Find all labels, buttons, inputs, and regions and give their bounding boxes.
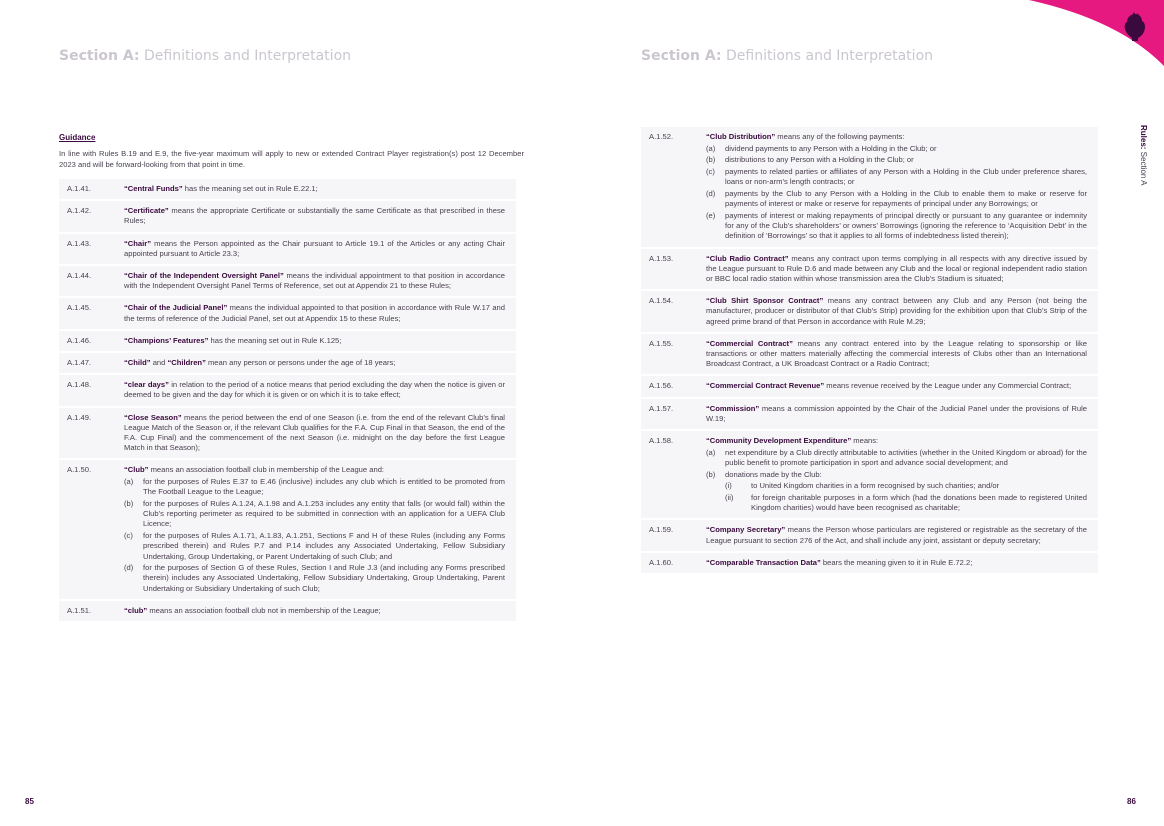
left-definitions-list (59, 179, 516, 623)
definition-lead (706, 404, 1087, 424)
definition-row (641, 249, 1098, 292)
definition-number: A.1.47. (67, 358, 92, 368)
definition-lead (124, 206, 505, 226)
guidance-box (59, 133, 524, 170)
sub-clause-text: for the purposes of Rules A.1.71, A.1.83, A.1.251, Sections F and H of these Rules (including any Forms prescribed therein) and Rules P.7 and P.14 includes any Associated Undertaking, Fellow Subsidiary Undertaking, Group Undertaking, or Parent Undertaking of such Club; and (143, 531, 505, 561)
left-section-title-bold: Section A: (59, 48, 140, 64)
definition-text: means the period between the end of one Season (i.e. from the end of the relevant Club’s final League Match of the Season or, if the relevant Club qualifies for the F.A. Cup Final in that Season, the end of the F.A. Cup Final) and the commencement of the next Season (i.e. midnight on the day before the first League Match in that Season); (124, 412, 505, 453)
right-page (582, 0, 1164, 826)
definition-term: “Children” (167, 358, 206, 368)
definition-number: A.1.58. (649, 435, 674, 445)
definition-text: bears the meaning given to it in Rule E.72.2; (820, 557, 973, 567)
definition-row (59, 266, 516, 298)
definition-body (706, 404, 1087, 424)
definition-term: “Certificate” (124, 206, 169, 216)
definition-lead (706, 132, 1087, 142)
definition-row (641, 127, 1098, 249)
definition-text: and (150, 358, 168, 368)
definition-term: “Central Funds” (124, 184, 183, 193)
sub-clause-text: donations made by the Club: (725, 469, 822, 479)
definition-body (706, 132, 1087, 242)
definition-row (641, 520, 1098, 552)
sub-clause (706, 470, 1087, 480)
guidance-title: Guidance (59, 133, 96, 142)
sub-clause-text: for the purposes of Section G of these Rules, Section I and Rule J.3 (and including any Forms prescribed therein) includes any Associated Undertaking, Fellow Subsidiary Undertaking, Group Undertaking, Parent Undertaking or Subsidiary Undertaking of such Club; (143, 563, 505, 593)
sub-clause-label: (d) (706, 189, 716, 199)
sub-clause-text: payments by the Club to any Person with a Holding in the Club to enable them to make or reserve for payments of interest or make or reserve for repayments of principal under any Borrowings; or (725, 189, 1087, 209)
definition-term: “Club” (124, 465, 149, 475)
left-section-title (59, 48, 351, 64)
definition-text: means any contract entered into by the League relating to sponsorship or like transactions or other matters materially affecting the commercial interests of Clubs other than an International Broadcast Contract, a UK Broadcast Contract or a Radio Contract; (706, 338, 1087, 369)
definition-body (706, 558, 1087, 568)
right-section-title (641, 48, 933, 64)
sub-clause-text: for the purposes of Rules E.37 to E.46 (inclusive) includes any club which is entitled to be promoted from The Football League to the League; (143, 477, 505, 497)
definition-body (124, 184, 505, 194)
definition-lead (706, 296, 1087, 327)
definition-term: “Commercial Contract Revenue” (706, 381, 825, 391)
definition-term: “clear days” (124, 380, 169, 390)
sub-clause (706, 448, 1087, 468)
left-section-title-rest: Definitions and Interpretation (139, 48, 352, 64)
definition-term: “Company Secretary” (706, 525, 786, 535)
definition-body (706, 339, 1087, 370)
sub-clause-text: payments to related parties or affiliates of any Person with a Holding in the Club under preference shares, loans or non-arm’s length contracts; or (725, 167, 1087, 187)
definition-text: means the Person appointed as the Chair pursuant to Article 19.1 of the Articles or any acting Chair appointed pursuant to Article 23.3; (124, 238, 505, 258)
sub-clause (706, 155, 1087, 165)
definition-text: means the individual appointed to that position in accordance with Rule W.17 and the terms of reference of the Judicial Panel, set out at Appendix 15 to these Rules; (124, 303, 505, 323)
sub-clause (124, 477, 505, 497)
definition-body (124, 303, 505, 323)
definition-text: means any contract between any Club and any Person (not being the manufacturer, producer or distributor of that Club’s Strip) providing for the exhibition upon that Club’s Strip of the agreed prime brand of that Person in accordance with Rule M.29; (706, 296, 1087, 326)
definition-text: means an association football club not in membership of the League; (147, 605, 381, 615)
definition-body (706, 525, 1087, 545)
definition-text: means an association football club in membership of the League and: (148, 465, 385, 475)
definition-number: A.1.59. (649, 525, 674, 535)
sub-clause (124, 563, 505, 594)
definition-row (641, 553, 1098, 575)
sub-clause-label: (a) (706, 143, 716, 153)
definition-term: “Club Radio Contract” (706, 253, 789, 263)
definition-row (59, 601, 516, 623)
sub-sub-clause-text: for foreign charitable purposes in a form which (had the donations been made to registered United Kingdom charities) would have been recognised as charitable; (751, 492, 1087, 513)
definition-lead (124, 336, 505, 346)
definition-body (706, 296, 1087, 327)
definition-lead (124, 271, 505, 291)
definition-lead (124, 239, 505, 259)
definition-lead (706, 436, 1087, 446)
definition-row (59, 408, 516, 461)
definition-row (641, 291, 1098, 334)
definition-lead (706, 558, 1087, 568)
definition-term: “club” (124, 605, 148, 615)
sub-sub-clause-text: to United Kingdom charities in a form recognised by such charities; and/or (751, 481, 1000, 491)
definition-number: A.1.46. (67, 335, 92, 345)
right-page-number: 86 (1127, 797, 1136, 806)
definition-text: mean any person or persons under the age of 18 years; (205, 358, 396, 368)
sub-clause (706, 167, 1087, 187)
definition-row (59, 234, 516, 266)
definition-term: “Community Development Expenditure” (706, 435, 852, 445)
sub-clause-text: dividend payments to any Person with a Holding in the Club; or (725, 143, 937, 153)
sub-sub-clause-label: (ii) (725, 492, 734, 502)
sub-clause (706, 144, 1087, 154)
definition-term: “Commercial Contract” (706, 338, 793, 348)
definition-term: “Commission” (706, 403, 760, 413)
definition-text: means: (851, 435, 879, 445)
sub-clause-label: (a) (124, 477, 134, 487)
definition-number: A.1.50. (67, 465, 92, 475)
sub-sub-clause (706, 493, 1087, 513)
definition-number: A.1.52. (649, 132, 674, 141)
definition-number: A.1.57. (649, 403, 674, 413)
definition-lead (124, 606, 505, 616)
sub-sub-clause-label: (i) (725, 481, 732, 491)
right-section-title-rest: Definitions and Interpretation (721, 48, 934, 64)
definition-lead (124, 184, 505, 194)
definition-body (706, 436, 1087, 513)
sub-clause-text: payments of interest or making repayments of principal directly or pursuant to any guarantee or indemnity for any of the Club’s shareholders’ or owners’ Borrowings (ignoring the reference to ‘Acquisition Debt’ in the definition of ‘Borrowings’ so that it applies to all forms of indebtedness listed therein); (725, 210, 1087, 241)
definition-body (124, 336, 505, 346)
definition-body (124, 465, 505, 593)
side-label-bold: Rules: (1139, 125, 1148, 150)
sub-clause-label: (a) (706, 447, 716, 457)
definition-lead (706, 254, 1087, 285)
definition-row (59, 375, 516, 407)
definition-text: means revenue received by the League under any Commercial Contract; (824, 381, 1072, 391)
definition-number: A.1.60. (649, 557, 674, 567)
sub-clause-label: (b) (706, 469, 716, 479)
definition-lead (124, 380, 505, 400)
sub-clause-label: (e) (706, 210, 716, 220)
definition-body (124, 358, 505, 368)
sub-clause-label: (d) (124, 563, 134, 573)
definition-text: means the individual appointment to that position in accordance with the Independent Oversight Panel Terms of Reference, set out at Appendix 21 to these Rules; (124, 271, 505, 291)
definition-body (706, 254, 1087, 285)
definition-lead (124, 465, 505, 475)
right-section-title-bold: Section A: (641, 48, 722, 64)
definition-number: A.1.44. (67, 271, 92, 281)
side-label-rest: Section A (1139, 149, 1148, 186)
sub-clause-label: (c) (124, 531, 133, 541)
definition-text: in relation to the period of a notice means that period excluding the day when the notice is given or deemed to be given and the day for which it is given or on which it is to take effect; (124, 380, 505, 400)
definition-row (59, 353, 516, 375)
definition-number: A.1.56. (649, 381, 674, 391)
definition-number: A.1.49. (67, 412, 92, 422)
definition-row (641, 334, 1098, 377)
sub-clause-label: (b) (124, 499, 134, 509)
definition-text: means a commission appointed by the Chair of the Judicial Panel under the provisions of Rule W.19; (706, 403, 1087, 423)
definition-row (59, 201, 516, 233)
guidance-text: In line with Rules B.19 and E.9, the five-year maximum will apply to new or extended Contract Player registration(s) post 12 December 2023 and will be forward-looking from that point in time. (59, 149, 524, 169)
definition-text: means any contract upon terms complying in all respects with any directive issued by the League pursuant to Rule D.6 and made between any Club and the local or regional independent radio station or BBC local radio station within whose transmission area the Club’s Stadium is situated; (706, 253, 1088, 283)
definition-term: “Comparable Transaction Data” (706, 557, 821, 567)
definition-text: means the appropriate Certificate or substantially the same Certificate as that prescribed in these Rules; (124, 206, 505, 226)
definition-row (59, 460, 516, 600)
sub-clause (706, 211, 1087, 242)
definition-row (641, 431, 1098, 520)
definition-body (124, 413, 505, 454)
sub-clause-text: net expenditure by a Club directly attributable to activities (whether in the United Kingdom or abroad) for the public benefit to promote participation in sport and advance social development; and (725, 447, 1087, 467)
sub-clause-text: for the purposes of Rules A.1.24, A.1.98 and A.1.253 includes any entity that falls (or would fall) within the Club’s reporting perimeter as required to be submitted in connection with an application for a UEFA Club Licence; (143, 499, 505, 529)
definition-term: “Chair of the Judicial Panel” (124, 303, 228, 313)
definition-row (59, 298, 516, 330)
definition-body (124, 380, 505, 400)
definition-number: A.1.41. (67, 184, 92, 193)
lion-icon (1122, 12, 1148, 42)
sub-clause (706, 189, 1087, 209)
definition-number: A.1.54. (649, 296, 674, 306)
definition-lead (124, 303, 505, 323)
definition-term: “Club Distribution” (706, 132, 776, 141)
definition-number: A.1.43. (67, 238, 92, 248)
left-page-number: 85 (25, 797, 34, 806)
sub-sub-clause (706, 481, 1087, 491)
definition-lead (124, 358, 505, 368)
sub-clause (124, 499, 505, 530)
definition-text: has the meaning set out in Rule E.22.1; (182, 184, 318, 193)
definition-lead (706, 525, 1087, 545)
definition-row (59, 179, 516, 201)
right-definitions-list (641, 127, 1098, 575)
definition-term: “Champions’ Features” (124, 335, 209, 345)
definition-row (59, 331, 516, 353)
definition-term: “Child” (124, 358, 151, 368)
sub-clause-label: (c) (706, 167, 715, 177)
definition-text: has the meaning set out in Rule K.125; (208, 335, 342, 345)
definition-body (124, 606, 505, 616)
sub-clause-label: (b) (706, 155, 716, 165)
definition-text: means the Person whose particulars are registered or registrable as the secretary of the League pursuant to section 276 of the Act, and shall include any joint, assistant or deputy secretary; (706, 525, 1087, 545)
side-section-label (1139, 125, 1148, 185)
definition-body (124, 271, 505, 291)
definition-number: A.1.51. (67, 605, 92, 615)
definition-lead (124, 413, 505, 454)
definition-number: A.1.45. (67, 303, 92, 313)
definition-body (124, 206, 505, 226)
definition-number: A.1.53. (649, 253, 674, 263)
sub-clause (124, 531, 505, 562)
sub-clause-text: distributions to any Person with a Holding in the Club; or (725, 155, 914, 165)
definition-row (641, 399, 1098, 431)
definition-number: A.1.55. (649, 338, 674, 348)
definition-number: A.1.42. (67, 206, 92, 216)
definition-text: means any of the following payments: (775, 132, 905, 141)
definition-body (124, 239, 505, 259)
definition-term: “Chair” (124, 238, 152, 248)
definition-term: “Club Shirt Sponsor Contract” (706, 296, 824, 306)
definition-number: A.1.48. (67, 380, 92, 390)
definition-body (706, 381, 1087, 391)
definition-row (641, 376, 1098, 398)
definition-term: “Chair of the Independent Oversight Panel” (124, 271, 284, 281)
definition-lead (706, 339, 1087, 370)
definition-term: “Close Season” (124, 412, 182, 422)
definition-lead (706, 381, 1087, 391)
